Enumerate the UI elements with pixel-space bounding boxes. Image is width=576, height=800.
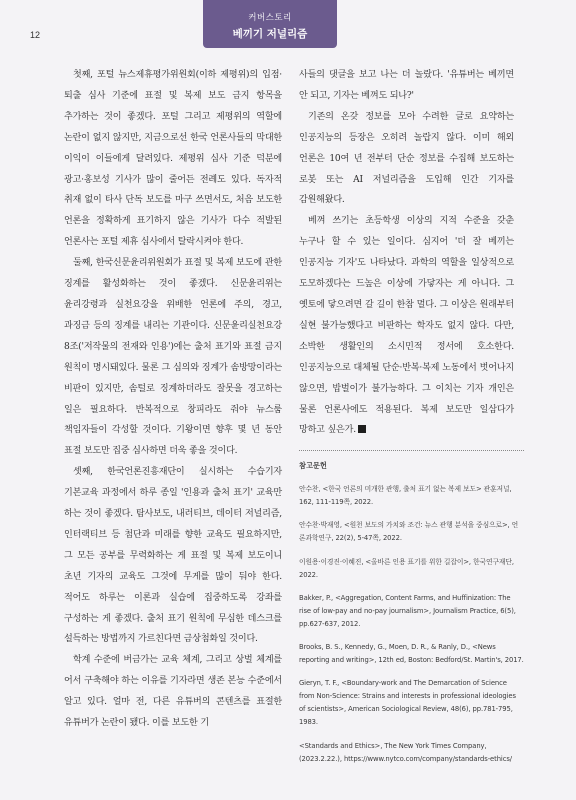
references-divider [299,450,524,451]
references-section [299,461,524,776]
section-kicker: 커버스토리 [248,13,292,23]
body-paragraph: 셋째, 한국언론진흥재단이 실시하는 수습기자 기본교육 과정에서 하루 종일 '인용과 출처 표기' 교육만 하는 것이 좋겠다. 탐사보도, 내러티브, 데이터 저널리즘, 인터랙티브 등 첨단과 미래를 향한 교육도 필요하지만, 그 모든 공부를 무력화하는 게 표절 및 복제 보도이니 초년 기자의 교육도 그것에 무게를 많이 둬야 한다. 적어도 하루는 이론과 실습에 집중하도록 강좌를 구성하는 게 좋겠다. 출처 표기 원칙에 무심한 데스크를 설득하는 방법까지 가르친다면 금상첨화일 것이다. [64,467,282,645]
body-paragraph [299,211,514,441]
reference-item: 안수찬·박재영, <원천 보도의 가치와 조건: 뉴스 관행 분석을 중심으로>, 언론과학연구, 22(2), 5-47쪽, 2022. [299,521,519,543]
reference-item: Bakker, P., <Aggregation, Content Farms, and Huffinization: The rise of low-pay and no-pay journalism>, Journalism Practice, 6(5), pp.627-637, 2012. [299,593,516,628]
reference-item: Brooks, B. S., Kennedy, G., Moen, D. R., & Ranly, D., <News reporting and writing>, 12th ed, Boston: Bedford/St. Martin's, 2017. [299,643,524,665]
body-paragraph: 기존의 온갖 정보를 모아 수려한 글로 요약하는 인공지능의 등장은 오히려 놀랍지 않다. 이미 해외 언론은 10여 년 전부터 단순 정보를 수집해 보도하는 로봇 또는 AI 저널리즘을 도입해 인간 기자를 감원해왔다. [299,111,514,206]
section-title: 베끼기 저널리즘 [232,28,308,40]
body-column-right [299,65,514,441]
references-title: 참고문헌 [299,461,327,470]
body-paragraph: 둘째, 한국신문윤리위원회가 표절 및 복제 보도에 관한 징계를 활성화하는 것이 좋겠다. 신문윤리위는 윤리강령과 실천요강을 위배한 언론에 주의, 경고, 과징금 등의 징계를 내리는 기관이다. 신문윤리실천요강 8조('저작물의 전재와 인용')에는 출처 표기와 표절 금지 원칙이 명시돼있다. 물론 그 심의와 징계가 솜방망이라는 비판이 있지만, 솜털로 징계하더라도 잘못을 경고하는 일은 필요하다. 반복적으로 창피라도 줘야 뉴스룸 책임자들이 각성할 것이다. 기왕이면 향후 몇 년 동안 표절 보도만 집중 심사하면 더욱 좋을 것이다. [64,258,282,457]
body-paragraph: 첫째, 포털 뉴스제휴평가위원회(이하 제평위)의 입점·퇴출 심사 기준에 표절 및 복제 보도 금지 항목을 추가하는 것이 좋겠다. 포털 그리고 제평위의 역할에 논란이 없지 않지만, 지금으로선 한국 언론사들의 막대한 이익이 이들에게 달려있다. 제평위 심사 기준 덕분에 광고·홍보성 기사가 많이 줄어든 전례도 있다. 독자적 취재 없이 타사 단독 보도를 마구 쓰면서도, 처음 보도한 언론을 정확하게 표기하지 않은 기사가 다수 적발된 언론사는 포털 제휴 심사에서 탈락시켜야 한다. [64,70,282,248]
reference-item: <Standards and Ethics>, The New York Times Company, (2023.2.22.), https://www.nytco.com/company/standards-ethics/ [299,741,512,763]
section-header-tab [203,0,337,48]
reference-item: Gieryn, T. F., <Boundary-work and The Demarcation of Science from Non-Science: Strains and interests in professional ideologies of scientists>, American Sociological Review, 48(6), pp.781-795, 1983. [299,679,516,727]
reference-item: 안수찬, <한국 언론의 미개한 관행, 출처 표기 없는 복제 보도> 관훈저널, 162, 111-119쪽, 2022. [299,485,512,506]
body-paragraph: 학계 수준에 버금가는 교육 체계, 그리고 상벌 체계를 어서 구축해야 하는 이유를 기자라면 생존 본능 수준에서 알고 있다. 얼마 전, 다른 유튜버의 콘텐츠를 표절한 유튜버가 논란이 됐다. 이를 보도한 기 [64,655,282,729]
page-number: 12 [30,30,41,40]
body-column-left [64,65,282,734]
end-mark-icon [358,425,366,433]
body-paragraph: 사들의 댓글을 보고 나는 더 놀랐다. '유튜버는 베끼면 안 되고, 기자는 베껴도 되나?' [299,70,514,101]
body-paragraph-text: 베껴 쓰기는 초등학생 이상의 지적 수준을 갖춘 누구나 할 수 있는 일이다. 심지어 '더 잘 베끼는 인공지능 기자'도 나타났다. 과학의 역할을 일상적으로 도모하겠다는 드높은 이상에 가닿자는 게 아니다. 그 옛토에 닿으려면 갈 길이 한참 멀다. 그 이상은 원래부터 실현 불가능했다고 비판하는 학자도 없지 않다. 다만, 소박한 생활인의 소시민적 정서에 호소한다. 인공지능으로 대체될 단순·반복·복제 노동에서 벗어나지 않으면, 밥벌이가 불가능하다. 그 이치는 기자 개인은 물론 언론사에도 적용된다. 복제 보도만 일삼다가 망하고 싶은가. [299,216,514,436]
reference-item: 이원용·이경진·이혜진, <올바른 인용 표기를 위한 길잡이>, 한국연구재단, 2022. [299,557,514,579]
